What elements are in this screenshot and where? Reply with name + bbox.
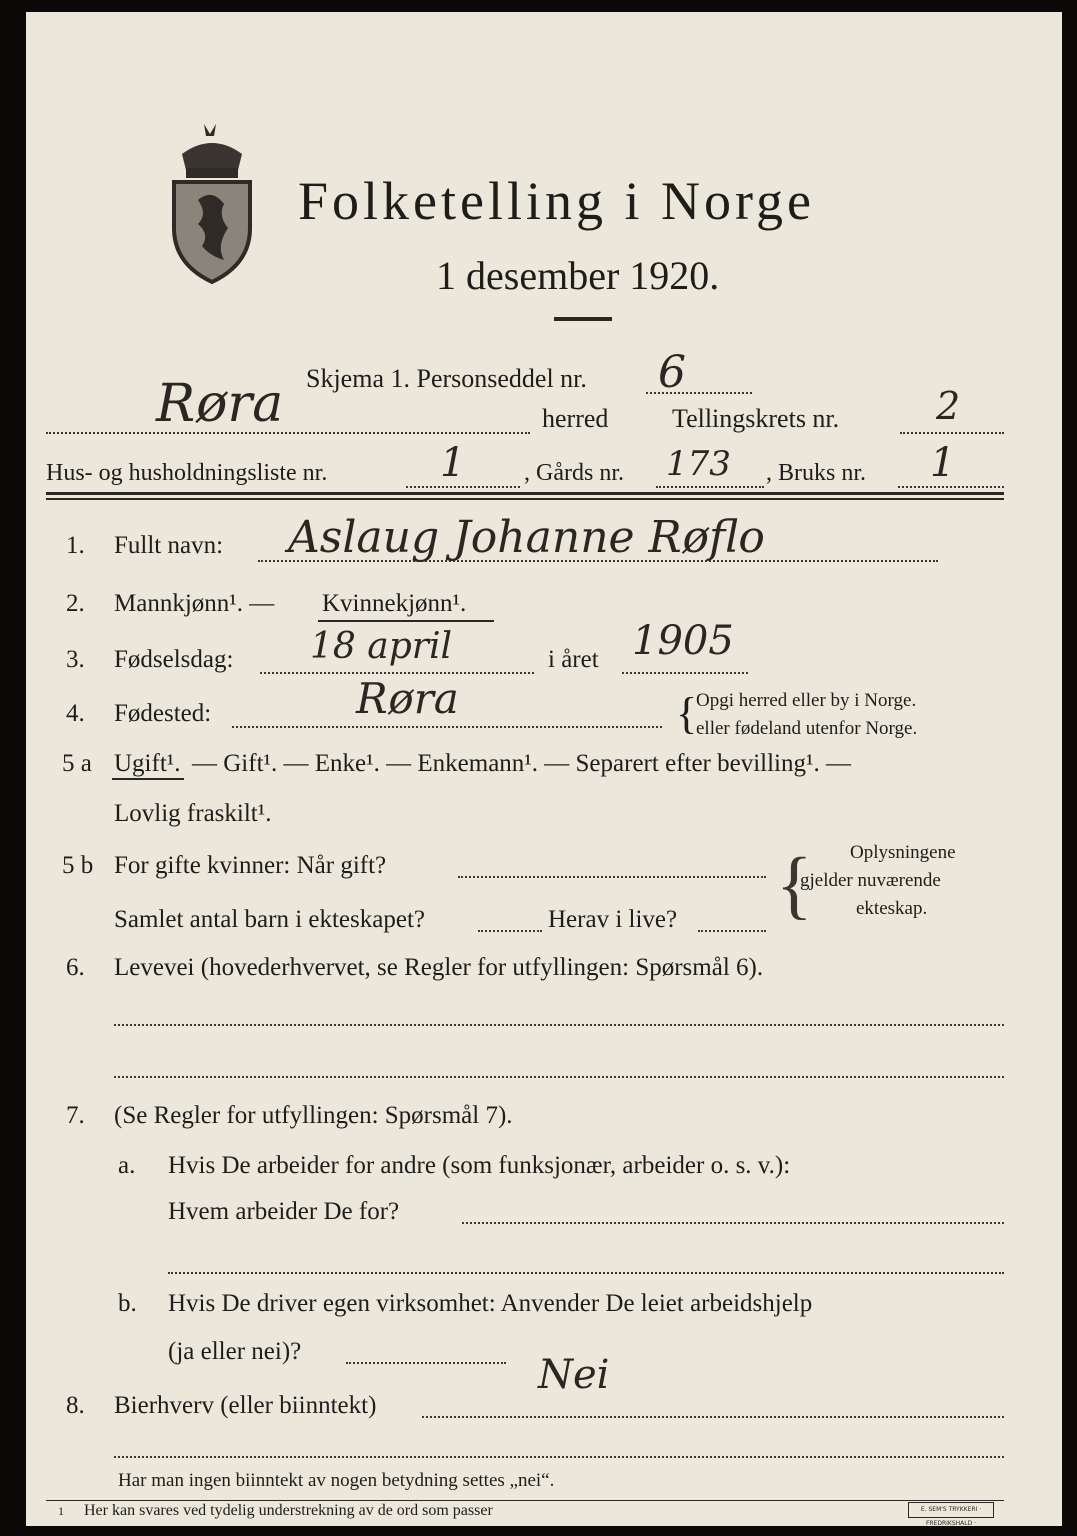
employer-field-1[interactable] [462, 1222, 1004, 1224]
census-form-sheet [26, 12, 1062, 1526]
q2-mannkjonn: Mannkjønn¹. — [114, 590, 275, 617]
tellingskrets-value: 2 [936, 384, 961, 428]
q3-year-label: i året [548, 646, 599, 673]
q4-brace: { [676, 689, 698, 738]
q5b-barn-label: Samlet antal barn i ekteskapet? [114, 906, 425, 933]
title-divider [554, 317, 612, 321]
header-rule-lower [46, 498, 1004, 500]
q4-label: Fødested: [114, 700, 212, 727]
gards-field[interactable] [656, 486, 764, 488]
herred-label: herred [542, 404, 609, 433]
schema-label: Skjema 1. Personseddel nr. [306, 364, 587, 393]
tellingskrets-field[interactable] [900, 432, 1004, 434]
levevei-field-1[interactable] [114, 1024, 1004, 1026]
q5a-line2: Lovlig fraskilt¹. [114, 800, 272, 827]
q2-kvinnekjonn[interactable]: Kvinnekjønn¹. [322, 590, 467, 617]
personseddel-value: 6 [658, 347, 686, 398]
naar-gift-field[interactable] [458, 876, 766, 878]
q3-label: Fødselsdag: [114, 646, 234, 673]
q5b-label: For gifte kvinner: Når gift? [114, 852, 387, 879]
q4-note-line1: Opgi herred eller by i Norge. [696, 690, 917, 711]
bruks-value: 1 [930, 440, 956, 486]
footnote-text: Her kan svares ved tydelig understrekning av de ord som passer [84, 1502, 493, 1519]
herred-field[interactable] [46, 432, 530, 434]
q7b-label: Hvis De driver egen virksomhet: Anvender De leiet arbeidshjelp [168, 1290, 813, 1317]
q7b-number: b. [118, 1290, 137, 1317]
printer-stamp-text: E. SEM'S TRYKKERI · FREDRIKSHALD · [920, 1506, 982, 1527]
q5b-ilive-label: Herav i live? [548, 906, 678, 933]
form-title: Folketelling i Norge [298, 171, 815, 231]
fodested-value: Røra [356, 674, 459, 723]
employer-field-2[interactable] [168, 1272, 1004, 1274]
aar-field[interactable] [622, 672, 748, 674]
q5a-options: — Gift¹. — Enke¹. — Enkemann¹. — Separert efter bevilling¹. — [192, 750, 851, 777]
fodselsdag-value: 18 april [310, 626, 452, 667]
bruks-field[interactable] [898, 486, 1004, 488]
q5b-note-line1: Oplysningene [850, 842, 956, 863]
q5b-brace: { [776, 843, 813, 927]
fullt-navn-value: Aslaug Johanne Røflo [288, 512, 765, 563]
husholdningsliste-label: Hus- og husholdningsliste nr. [46, 460, 328, 486]
nei-instruction: Har man ingen biinntekt av nogen betydning settes „nei“. [118, 1470, 555, 1491]
bierhverv-value: Nei [538, 1352, 610, 1398]
aar-value: 1905 [632, 618, 734, 664]
q8-label: Bierhverv (eller biinntekt) [114, 1392, 377, 1419]
herred-name-value: Røra [156, 374, 284, 434]
q7b-janei-label: (ja eller nei)? [168, 1338, 302, 1365]
q7-label: (Se Regler for utfyllingen: Spørsmål 7). [114, 1102, 513, 1129]
printer-stamp [908, 1502, 994, 1527]
q5a-ugift[interactable]: Ugift¹. [114, 750, 181, 777]
q1-label: Fullt navn: [114, 532, 224, 559]
header-double-rule [46, 492, 1004, 495]
q6-label: Levevei (hovederhvervet, se Regler for utfyllingen: Spørsmål 6). [114, 954, 764, 981]
bruks-label: , Bruks nr. [766, 460, 867, 486]
q8-number: 8. [66, 1392, 85, 1419]
barn-field[interactable] [478, 930, 542, 932]
q5b-note-line3: ekteskap. [856, 898, 928, 919]
bierhverv-field[interactable] [422, 1416, 1004, 1418]
q1-number: 1. [66, 532, 85, 559]
q7a-label: Hvis De arbeider for andre (som funksjonær, arbeider o. s. v.): [168, 1152, 791, 1179]
arbeidshjelp-field[interactable] [346, 1362, 506, 1364]
fodested-field[interactable] [232, 726, 662, 728]
q5a-number: 5 a [62, 750, 92, 777]
tellingskrets-label: Tellingskrets nr. [672, 404, 840, 433]
i-live-field[interactable] [698, 930, 766, 932]
footnote-number: 1 [58, 1504, 64, 1518]
q5b-note-line2: gjelder nuværende [800, 870, 941, 891]
ugift-underline [112, 778, 184, 780]
q7a-employer-label: Hvem arbeider De for? [168, 1198, 400, 1225]
norway-coat-of-arms-icon [168, 120, 256, 288]
q5b-number: 5 b [62, 852, 94, 879]
footnote-rule [46, 1500, 1004, 1501]
q7-number: 7. [66, 1102, 85, 1129]
gards-label: , Gårds nr. [524, 460, 624, 486]
q2-number: 2. [66, 590, 85, 617]
q4-note-line2: eller fødeland utenfor Norge. [696, 718, 918, 739]
levevei-field-2[interactable] [114, 1076, 1004, 1078]
q3-number: 3. [66, 646, 85, 673]
husholdningsliste-field[interactable] [406, 486, 520, 488]
q4-number: 4. [66, 700, 85, 727]
kvinnekjonn-underline [318, 620, 494, 622]
husholdningsliste-value: 1 [440, 440, 466, 486]
gards-value: 173 [666, 444, 731, 484]
census-date: 1 desember 1920. [436, 253, 720, 298]
q6-number: 6. [66, 954, 85, 981]
q7a-number: a. [118, 1152, 136, 1179]
bierhverv-field-2[interactable] [114, 1456, 1004, 1458]
